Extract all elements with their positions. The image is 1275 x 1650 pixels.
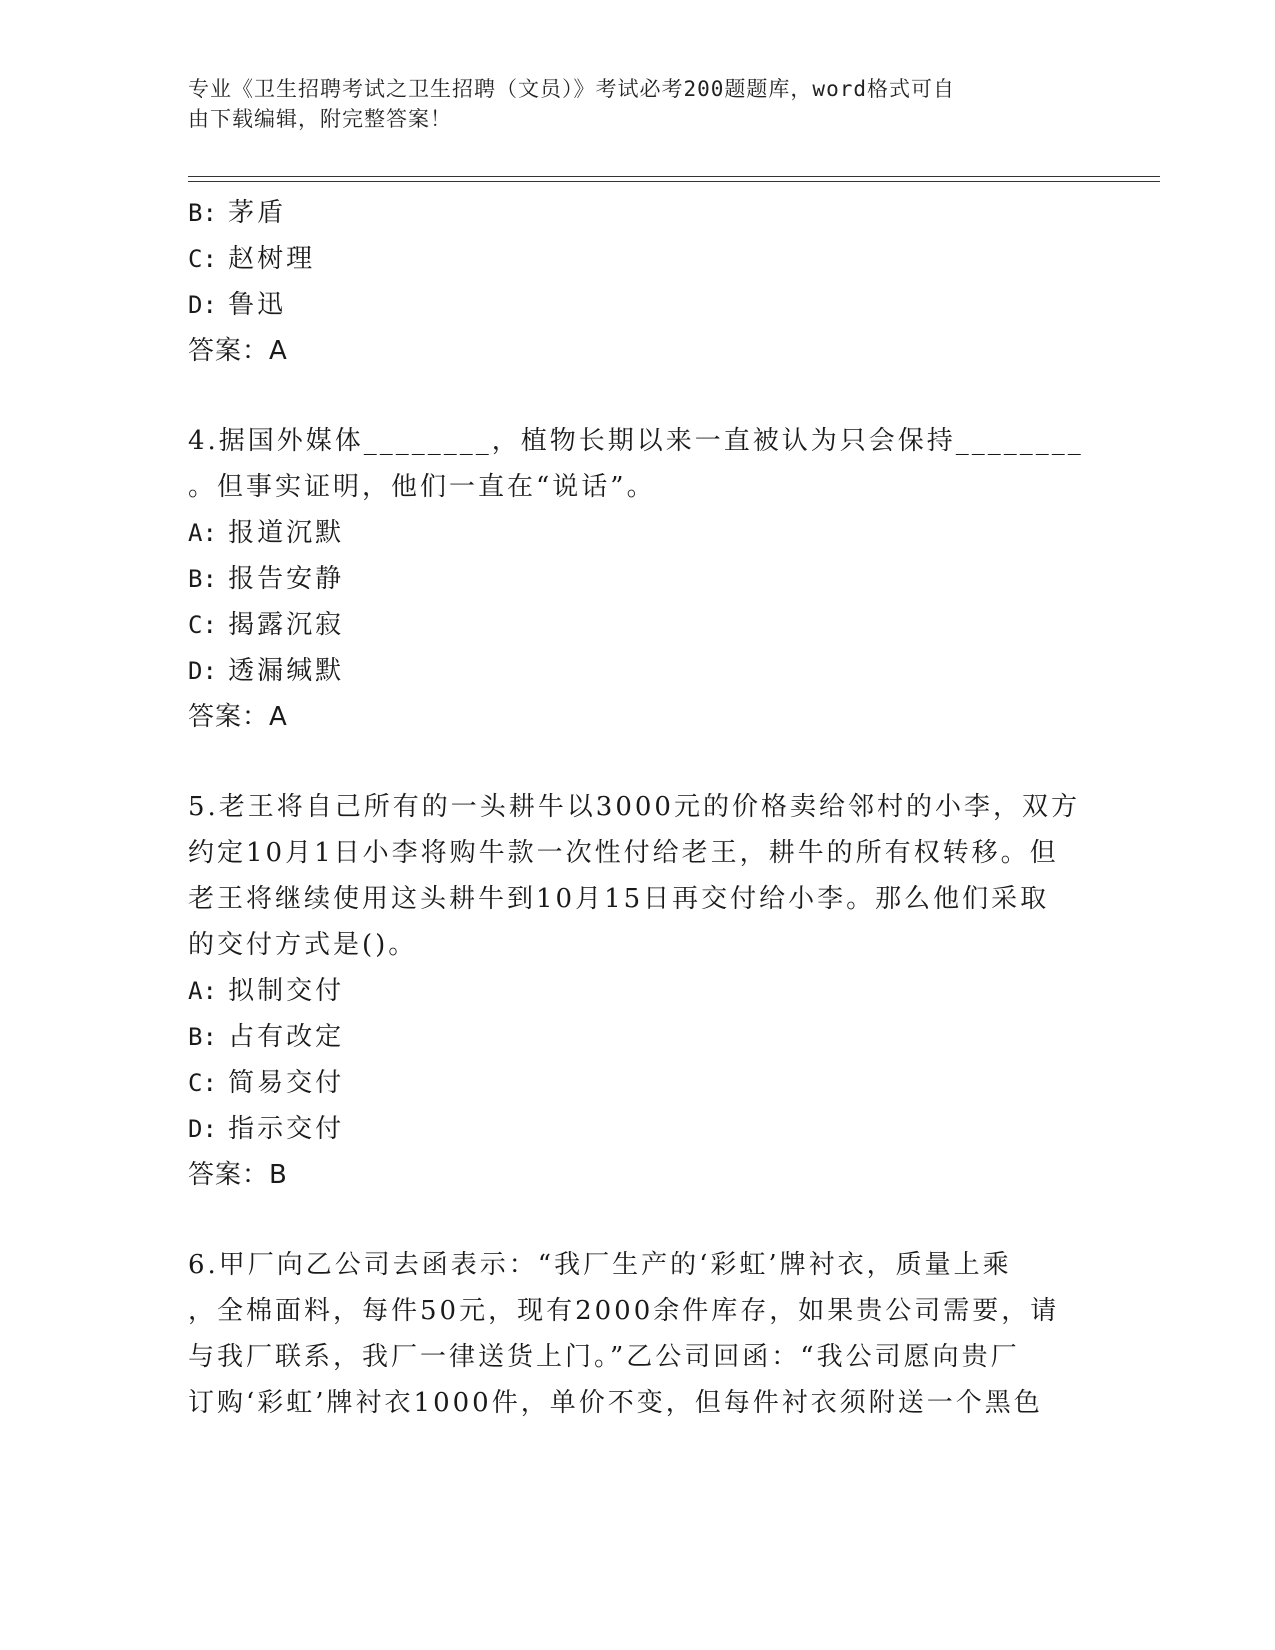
option-letter: A: [188,977,217,1005]
option-text: 透漏缄默 [228,656,345,686]
option-b [188,190,1088,236]
option-b [188,1014,1088,1060]
option-letter: B: [188,565,217,593]
header-line-2: 由下载编辑，附完整答案！ [188,107,452,131]
question-stem: ，全棉面料，每件50元，现有2000余件库存，如果贵公司需要，请 [188,1296,1060,1326]
option-text: 鲁迅 [228,290,287,320]
question-stem: 约定10月1日小李将购牛款一次性付给老王，耕牛的所有权转移。但 [188,838,1059,868]
document-header [188,74,1088,134]
option-text: 简易交付 [228,1068,345,1098]
option-text: 报道沉默 [228,518,345,548]
question-stem: 5.老王将自己所有的一头耕牛以3000元的价格卖给邻村的小李，双方 [188,792,1080,822]
question-4 [188,418,1088,740]
option-text: 指示交付 [228,1114,345,1144]
question-6 [188,1242,1088,1426]
question-stem: 6.甲厂向乙公司去函表示：“我厂生产的‘彩虹’牌衬衣，质量上乘 [188,1250,1012,1280]
option-d [188,282,1088,328]
question-list [188,190,1088,1426]
header-divider-top [188,176,1160,177]
question-stem: 老王将继续使用这头耕牛到10月15日再交付给小李。那么他们采取 [188,884,1050,914]
question-stem: 的交付方式是()。 [188,930,418,960]
option-d [188,648,1088,694]
answer-line: 答案：A [188,702,288,732]
option-c [188,236,1088,282]
option-c [188,602,1088,648]
option-a [188,968,1088,1014]
answer-line: 答案：A [188,336,288,366]
option-letter: B: [188,1023,217,1051]
option-text: 报告安静 [228,564,345,594]
question-stem: 订购‘彩虹’牌衬衣1000件，单价不变，但每件衬衣须附送一个黑色 [188,1388,1043,1418]
option-text: 揭露沉寂 [228,610,345,640]
header-divider-bottom [188,181,1160,182]
option-a [188,510,1088,556]
question-3 [188,190,1088,374]
option-letter: C: [188,611,217,639]
option-text: 占有改定 [228,1022,345,1052]
option-b [188,556,1088,602]
option-letter: C: [188,1069,217,1097]
option-text: 茅盾 [228,198,287,228]
option-text: 赵树理 [228,244,316,274]
question-5 [188,784,1088,1198]
option-letter: A: [188,519,217,547]
option-letter: D: [188,1115,217,1143]
option-letter: D: [188,291,217,319]
option-d [188,1106,1088,1152]
question-stem: 。但事实证明，他们一直在“说话”。 [188,472,656,502]
option-letter: D: [188,657,217,685]
option-letter: C: [188,245,217,273]
header-line-1: 专业《卫生招聘考试之卫生招聘（文员）》考试必考200题题库，word格式可自 [188,77,955,101]
option-letter: B: [188,199,217,227]
question-stem: 与我厂联系，我厂一律送货上门。”乙公司回函：“我公司愿向贵厂 [188,1342,1020,1372]
option-c [188,1060,1088,1106]
option-text: 拟制交付 [228,976,345,1006]
answer-line: 答案：B [188,1160,288,1190]
question-stem: 4.据国外媒体________，植物长期以来一直被认为只会保持________ [188,426,1084,456]
